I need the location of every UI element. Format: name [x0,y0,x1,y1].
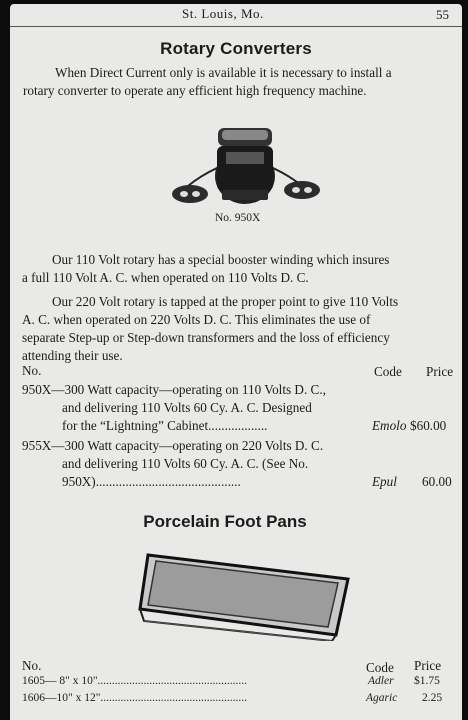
item-955x-code: Epul [372,474,397,489]
para2-line-3: separate Step-up or Step-down transformers and the loss of efficiency [22,330,390,345]
item-955x-price: 60.00 [422,474,452,489]
footpan-1606-label: 1606—10" x 12"................................................... [22,692,248,704]
footpan-column-header-no: No. [22,658,42,673]
foot-pan-image [128,549,360,641]
para2-line-1: Our 220 Volt rotary is tapped at the proper point to give 110 Volts [52,294,399,309]
column-header-code: Code [374,364,402,379]
item-955x-line-2: and delivering 110 Volts 60 Cy. A. C. (See No. [62,456,309,471]
column-header-price: Price [426,364,454,379]
para2-line-2: A. C. when operated on 220 Volts D. C. This eliminates the use of [22,312,371,327]
footpan-1605-label: 1605— 8" x 10".................................................... [22,675,248,687]
section-title-rotary-converters: Rotary Converters [160,39,312,58]
item-955x-line-1: 955X—300 Watt capacity—operating on 220 Volts D. C. [22,438,324,453]
para2-line-4: attending their use. [22,348,123,363]
figure-caption: No. 950X [215,212,261,224]
footpan-1606-code: Agaric [366,692,398,704]
item-950x-code: Emolo [372,418,407,433]
item-955x-line-3: 950X)............................................ [62,474,241,489]
para1-line-2: a full 110 Volt A. C. when operated on 110 Volts D. C. [22,270,309,285]
item-950x-line-1: 950X—300 Watt capacity—operating on 110 Volts D. C., [22,382,326,397]
intro-line-2: rotary converter to operate any efficient high frequency machine. [23,83,367,98]
footpan-1605-code: Adler [368,675,394,687]
header-rule [10,26,462,27]
item-950x-price: $60.00 [410,418,447,433]
catalog-page [10,4,462,720]
item-950x-line-2: and delivering 110 Volts 60 Cy. A. C. Designed [62,400,312,415]
running-head: St. Louis, Mo. [182,6,264,21]
footpan-column-header-code: Code [366,660,394,675]
section-title-porcelain-foot-pans: Porcelain Foot Pans [143,512,307,531]
footpan-1606-price: 2.25 [422,692,443,704]
rotary-converter-image [160,116,330,212]
footpan-column-header-price: Price [414,658,442,673]
column-header-no: No. [22,363,42,378]
page-number: 55 [436,7,449,22]
intro-line-1: When Direct Current only is available it is necessary to install a [55,65,392,80]
para1-line-1: Our 110 Volt rotary has a special booster winding which insures [52,252,390,267]
item-950x-line-3: for the “Lightning” Cabinet.................. [62,418,268,433]
footpan-1605-price: $1.75 [414,675,440,687]
